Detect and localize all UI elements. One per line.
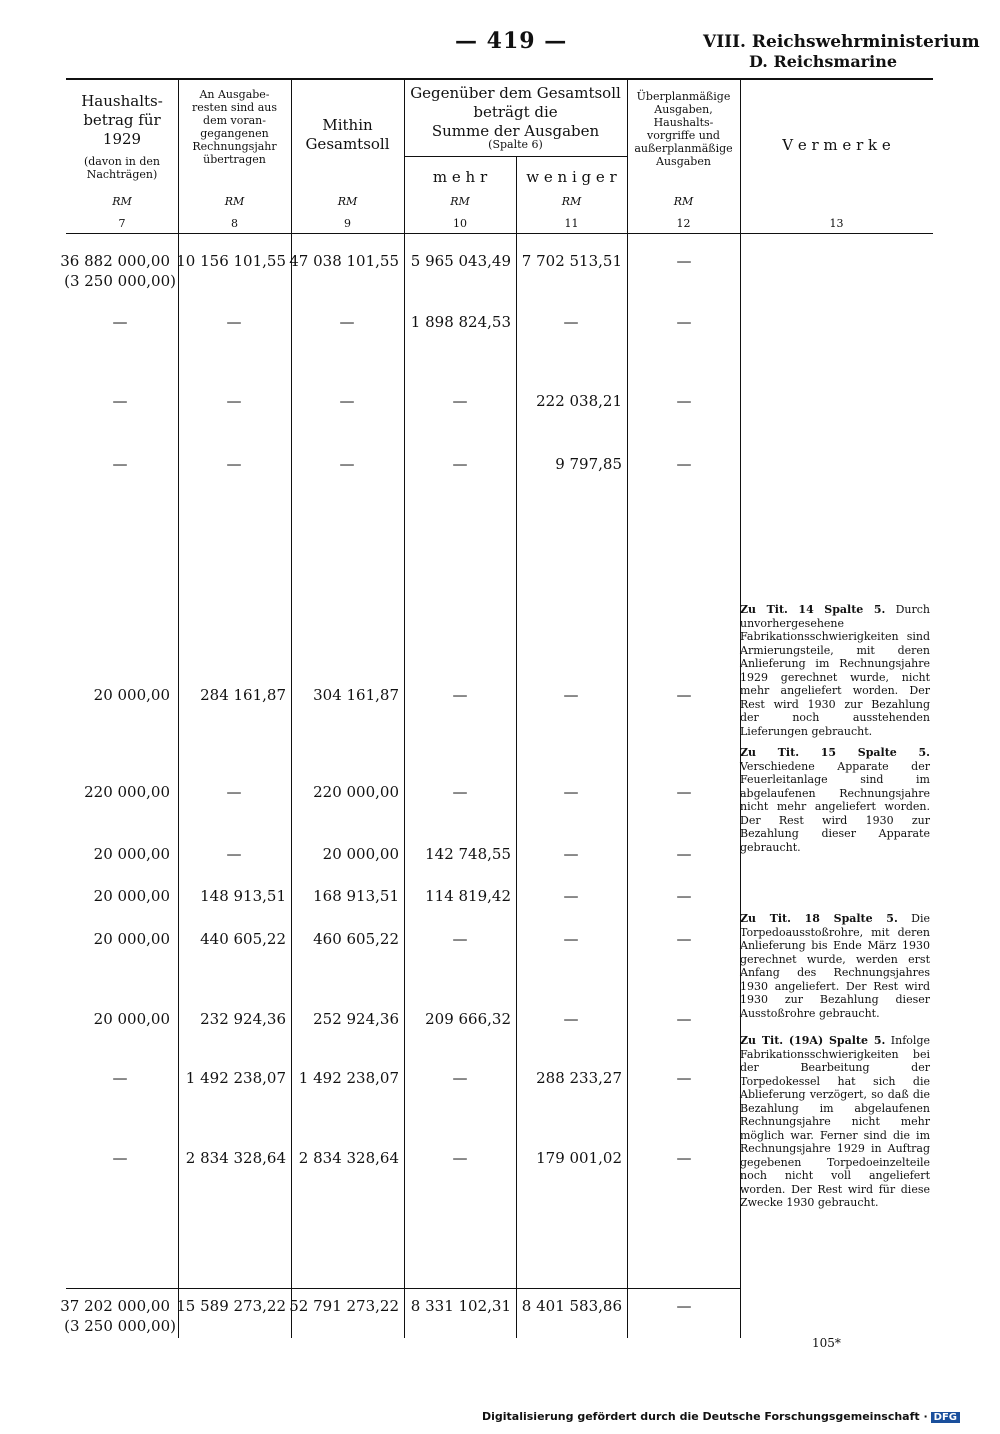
c10-cell: 5 965 043,49 [410,252,511,270]
remark-tit-18 [740,912,930,1020]
c8-cell: 15 589 273,22 [176,1297,286,1315]
c7-cell: 20 000,00 [93,930,170,948]
c9-cell: 52 791 273,22 [289,1297,399,1315]
c9-cell: 168 913,51 [313,887,399,905]
c8-cell: 232 924,36 [200,1010,286,1028]
c7-cell: 20 000,00 [93,1010,170,1028]
c12-cell: — [676,1010,692,1028]
remark-head: Zu Tit. 15 Spalte 5. [740,746,930,759]
remark-text: Die Torpedoausstoßrohre, mit deren Anlieferung bis Ende März 1930 gerechnet wurde, werden erst Anfang des Rechnungsjahres 1930 angeliefert. Der Rest wird 1930 zur Bezahlung dieser Ausstoßrohre gebraucht. [740,912,930,1020]
c8-cell: — [226,845,242,863]
col-rule-12 [627,78,628,1338]
c12-cell: — [676,845,692,863]
c8-cell: 1 492 238,07 [185,1069,286,1087]
c11-cell: 8 401 583,86 [521,1297,622,1315]
col12-number: 12 [676,217,691,230]
c12-cell: — [676,1069,692,1087]
c8-cell: — [226,783,242,801]
col11-title: w e n i g e r [526,168,617,186]
c7-cell: — [112,455,128,473]
total-c7-nachtrag-cell: (3 250 000,00) [64,1317,176,1335]
c7-cell: 36 882 000,00 [60,252,170,270]
c10-cell: 8 331 102,31 [410,1297,511,1315]
c9-cell: 2 834 328,64 [298,1149,399,1167]
remark-text: Verschiedene Apparate der Feuerleitanlage sind im abgelaufenen Rechnungsjahre nicht mehr angeliefert worden. Der Rest wird 1930 zur Bezahlung dieser Apparate gebraucht. [740,759,930,854]
c12-cell: — [676,1297,692,1315]
c10-cell: — [452,686,468,704]
col8-unit: RM [224,195,245,208]
dfg-logo: DFG [931,1412,960,1423]
c7-nachtrag-cell: (3 250 000,00) [64,272,176,290]
col7-title: Haushalts- betrag für 1929 [81,92,163,148]
c8-cell: — [226,313,242,331]
remark-tit-19a [740,1034,930,1210]
c11-cell: 9 797,85 [555,455,622,473]
c9-cell: 220 000,00 [313,783,399,801]
c7-cell: — [112,1069,128,1087]
col12-title: Überplanmäßige Ausgaben, Haushalts- vorgriffe und außerplanmäßige Ausgaben [634,90,733,168]
c12-cell: — [676,930,692,948]
c7-cell: — [112,313,128,331]
col-rule-10 [404,78,405,1338]
remark-tit-14 [740,603,930,738]
c11-cell: — [563,887,579,905]
c7-cell: 20 000,00 [93,845,170,863]
c10-cell: — [452,1069,468,1087]
col13-number: 13 [829,217,844,230]
table-top-rule [66,78,933,80]
c10-cell: — [452,455,468,473]
c8-cell: 284 161,87 [200,686,286,704]
remark-text: Durch unvorhergesehene Fabrikationsschwierigkeiten sind Armierungsteile, mit deren Anlieferung im Rechnungsjahre 1929 gerechnet wurde, nicht mehr angeliefert worden. Der Rest wird 1930 zur Bezahlung der noch ausstehenden Lieferungen gebraucht. [740,603,931,738]
c11-cell: — [563,313,579,331]
c9-cell: 252 924,36 [313,1010,399,1028]
c7-cell: — [112,1149,128,1167]
col-rule-11 [516,156,517,1338]
c7-cell: — [112,392,128,410]
c12-cell: — [676,392,692,410]
header-bottom-rule [66,233,933,234]
col10-11-group-subtitle: (Spalte 6) [488,138,543,151]
col7-subtitle: (davon in den Nachträgen) [83,155,161,181]
c11-cell: 179 001,02 [536,1149,622,1167]
c12-cell: — [676,252,692,270]
page-number: — 419 — [455,28,568,54]
section-title: VIII. Reichswehrministerium [703,32,980,52]
col10-title: m e h r [432,168,488,186]
c10-cell: 209 666,32 [425,1010,511,1028]
c8-cell: 148 913,51 [200,887,286,905]
remark-head: Zu Tit. 18 Spalte 5. [740,912,898,925]
c7-cell: 20 000,00 [93,686,170,704]
c8-cell: — [226,455,242,473]
remark-tit-15 [740,746,930,854]
c10-cell: — [452,392,468,410]
c9-cell: 20 000,00 [322,845,399,863]
c7-cell: 37 202 000,00 [60,1297,170,1315]
c8-cell: — [226,392,242,410]
remark-text: Infolge Fabrikationsschwierigkeiten bei der Bearbeitung der Torpedokessel hat sich die Ablieferung verzögert, so daß die Bezahlung im abgelaufenen Rechnungsjahre nicht mehr möglich war. Ferner sind die im Rechnungsjahre 1929 in Auftrag gegebenen Torpedoeinzelteile noch nicht voll angeliefert worden. Der Rest wird für diese Zwecke 1930 gebraucht. [740,1034,930,1209]
col10-11-group-title: Gegenüber dem Gesamtsoll beträgt die Summe der Ausgaben [410,84,621,140]
c9-cell: 304 161,87 [313,686,399,704]
col7-unit: RM [112,195,132,208]
c10-cell: 114 819,42 [425,887,511,905]
col9-title: Mithin Gesamtsoll [305,116,390,153]
c11-cell: — [563,1010,579,1028]
c12-cell: — [676,887,692,905]
c9-cell: 47 038 101,55 [289,252,399,270]
col9-unit: RM [337,195,358,208]
footer-text: Digitalisierung gefördert durch die Deutsche Forschungsgemeinschaft · [481,1410,928,1423]
c11-cell: 222 038,21 [536,392,622,410]
c10-cell: — [452,930,468,948]
col11-number: 11 [564,217,579,230]
page-reference: 105* [812,1336,841,1350]
col11-unit: RM [561,195,582,208]
remark-head: Zu Tit. 14 Spalte 5. [740,603,886,616]
c11-cell: — [563,783,579,801]
c12-cell: — [676,686,692,704]
c11-cell: — [563,686,579,704]
c8-cell: 10 156 101,55 [176,252,286,270]
col8-title: An Ausgabe- resten sind aus dem voran- gegangenen Rechnungsjahr übertragen [192,88,277,166]
c12-cell: — [676,313,692,331]
c8-cell: 2 834 328,64 [185,1149,286,1167]
col10-unit: RM [450,195,470,208]
footer-credit [482,1410,960,1423]
remark-head: Zu Tit. (19A) Spalte 5. [740,1034,886,1047]
c9-cell: 460 605,22 [313,930,399,948]
c7-cell: 20 000,00 [93,887,170,905]
col10-number: 10 [453,217,467,230]
c11-cell: — [563,930,579,948]
c10-cell: 142 748,55 [425,845,511,863]
c9-cell: — [339,392,355,410]
c11-cell: 288 233,27 [536,1069,622,1087]
col13-title: V e r m e r k e [782,136,891,154]
c9-cell: 1 492 238,07 [298,1069,399,1087]
c12-cell: — [676,1149,692,1167]
c11-cell: — [563,845,579,863]
c9-cell: — [339,455,355,473]
c9-cell: — [339,313,355,331]
c7-cell: 220 000,00 [84,783,170,801]
section-subtitle: D. Reichsmarine [749,52,897,71]
c10-cell: 1 898 824,53 [410,313,511,331]
col7-number: 7 [118,217,126,230]
c10-cell: — [452,783,468,801]
c12-cell: — [676,455,692,473]
c10-cell: — [452,1149,468,1167]
col9-number: 9 [344,217,351,230]
c12-cell: — [676,783,692,801]
col12-unit: RM [673,195,694,208]
c8-cell: 440 605,22 [200,930,286,948]
c11-cell: 7 702 513,51 [521,252,622,270]
col8-number: 8 [231,217,238,230]
